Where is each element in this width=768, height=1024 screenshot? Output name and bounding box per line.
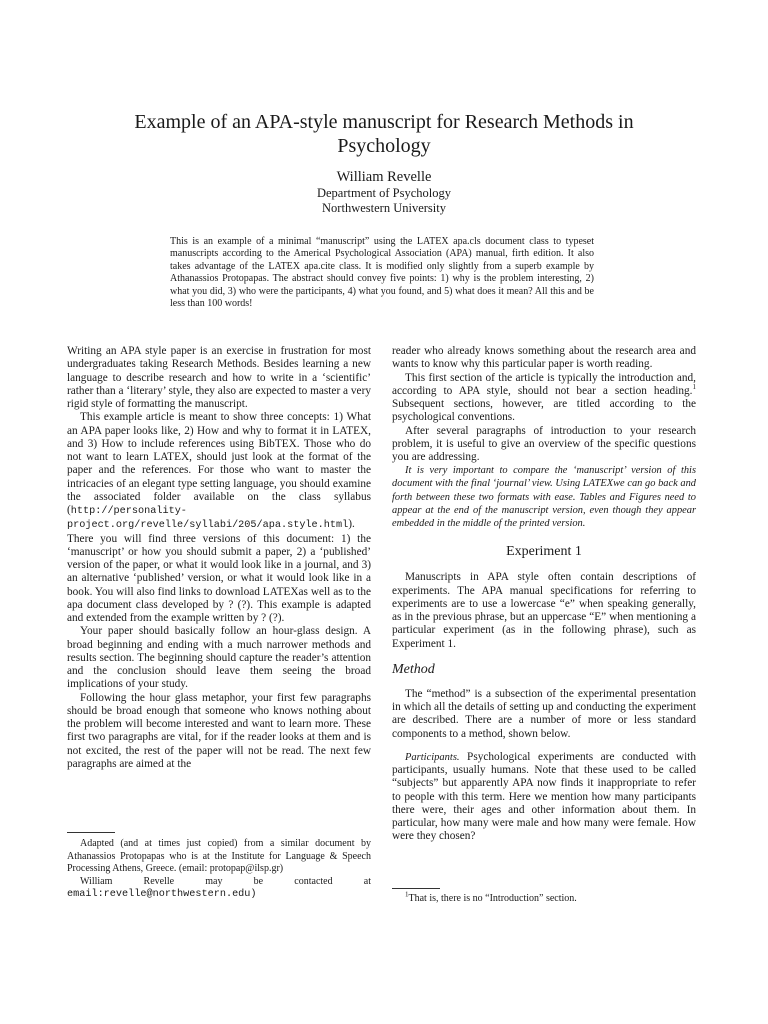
intro-paragraph-6-text: This first section of the article is typically the introduction and, according to APA style, should not bear a section heading. [392, 371, 696, 397]
author-note-paragraph-2 [67, 876, 371, 902]
footnote-marker[interactable]: 1 [692, 382, 696, 391]
paper-title: Example of an APA-style manuscript for Research Methods in Psychology [134, 111, 634, 157]
abstract: This is an example of a minimal “manuscript” using the LATEX apa.cls document class to typeset manuscripts according to the Americal Psychological Association (APA) manual, firth edition. It also takes advantage of the LATEX apa.cite class. It is modified only slightly from a superb example by Athanassios Protopapas. The abstract should convey five points: 1) why is the problem interesting, 2) what you did, 3) who were the participants, 4) what you found, and 5) what does it mean? All this and be less than 100 words! [170, 236, 594, 310]
left-column [67, 345, 371, 771]
intro-paragraph-2 [67, 411, 371, 625]
syllabus-url[interactable]: http://personality-project.org/revelle/syllabi/205/apa.style.html [67, 506, 349, 532]
experiment-heading: Experiment 1 [506, 544, 582, 560]
method-paragraph: The “method” is a subsection of the experimental presentation in which all the details of setting up and conducting the experiment are described. There are a number of more or less standard components to a method, shown below. [392, 687, 696, 740]
intro-paragraph-6 [392, 372, 696, 425]
intro-paragraph-4: Following the hour glass metaphor, your first few paragraphs should be broad enough that someone who knows nothing about the problem will become interested and want to learn more. These first two paragraphs are vital, for if the reader looks at them and is not excited, the rest of the paper will not be read. The next few paragraphs are aimed at the [67, 691, 371, 770]
author-email[interactable]: email:revelle@northwestern.edu) [67, 889, 257, 900]
footnote-number: 1 [405, 890, 409, 899]
participants-label: Participants. [405, 751, 460, 763]
author-note-paragraph-1: Adapted (and at times just copied) from a similar document by Athanassios Protopapas who is at the Institute for Language & Speech Processing Athens, Greece. (email: protopap@ilsp.gr) [67, 838, 371, 874]
affiliation-department: Department of Psychology [316, 186, 451, 200]
participants-text: Psychological experiments are conducted with participants, usually humans. Note that these used to be called “subjects” but apparently APA now finds it inappropriate to refer to people with this term. Here we mention how many participants there were, their ages and other information about them. In particular, how many were male and how many were female. How were they chosen? [392, 750, 696, 843]
author-block [184, 168, 584, 216]
author-note-contact-text: William Revelle may be contacted at [80, 875, 371, 887]
author-name: William Revelle [336, 169, 432, 185]
manuscript-note: It is very important to compare the ‘manuscript’ version of this document with the final ‘journal’ view. Using LATEXwe can go back and forth between these two formats with ease. Tables and Figures need to appear at the end of the manuscript version, even though they appear embedded in the middle of the printed version. [392, 465, 696, 530]
intro-paragraph-1: Writing an APA style paper is an exercise in frustration for most undergraduates taking Research Methods. Besides learning a new language to describe research and how to write in a ‘scientific’ rather than a ‘literary’ style, they also are expected to master a very rigid style of formatting the manuscript. [67, 345, 371, 410]
method-heading: Method [392, 661, 435, 677]
intro-paragraph-3: Your paper should basically follow an hour-glass design. A broad beginning and ending with a much narrower methods and results section. The beginning should capture the reader’s attention and the conclusion should leave them seeing the broad implications of your study. [67, 625, 371, 691]
experiment-paragraph: Manuscripts in APA style often contain descriptions of experiments. The APA manual specifications for referring to experiments are to use a lowercase “e” when speaking generally, as in the previous phrase, but an uppercase “E” when mentioning a particular experiment (as in the following phrase), such as Experiment 1. [392, 571, 696, 650]
footnote-rule-left [67, 832, 115, 833]
footnote-rule-right [392, 888, 440, 889]
affiliation-university: Northwestern University [322, 201, 446, 215]
footnote [392, 890, 696, 905]
right-column [392, 345, 696, 844]
author-note [67, 838, 371, 902]
paragraph-gap [392, 741, 696, 751]
footnote-text [392, 890, 696, 905]
note-block [392, 464, 696, 530]
participants-paragraph [392, 751, 696, 844]
footnote-content: That is, there is no “Introduction” section. [408, 893, 577, 904]
intro-paragraph-2-text: This example article is meant to show three concepts: 1) What an APA paper looks like, 2) How and why to format it in LATEX, and 3) How to include references using BibTEX. Those who do not want to learn LATEX, should just look at the format of the paper and the references. For those who want to master the intricacies of an elegant type setting language, you should examine the associated folder available on the class syllabus ( [67, 411, 371, 516]
intro-paragraph-2-text-cont: ). There you will find three versions of this document: 1) the ‘manuscript’ or how you should submit a paper, 2) a ‘published’ version of the paper, or what it would look like in a journal, and 3) an alternative ‘published’ version, or what it would look like in a book. You will also find links to download LATEXas well as to the apa document class developed by ? (?). This example is adapted and extended from the example written by ? (?). [67, 518, 371, 624]
intro-paragraph-6-text-cont: Subsequent sections, however, are titled according to the psychological conventions. [392, 398, 696, 424]
intro-paragraph-7: After several paragraphs of introduction to your research problem, it is useful to give an overview of the specific questions you are addressing. [392, 424, 696, 463]
intro-paragraph-5: reader who already knows something about the research area and wants to know why this particular paper is worth reading. [392, 345, 696, 371]
